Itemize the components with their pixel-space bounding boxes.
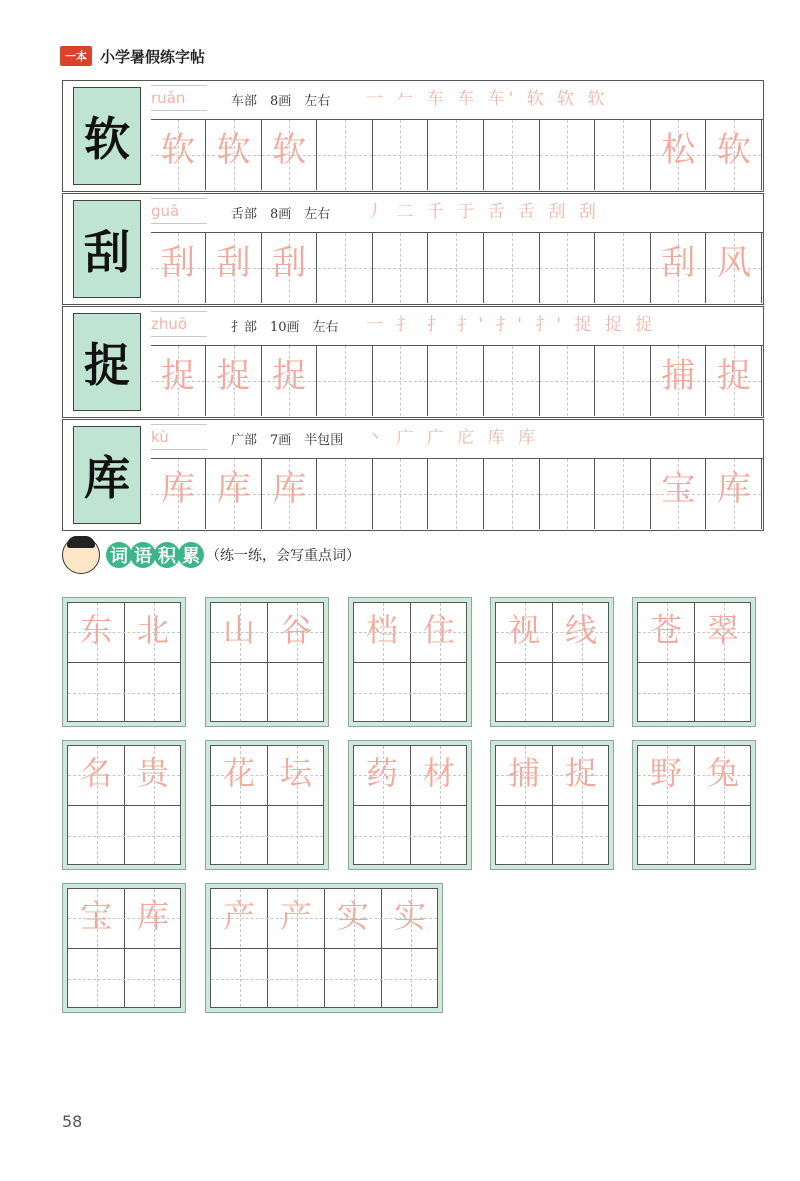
section-heading bbox=[62, 536, 360, 574]
model-char: 刮 bbox=[84, 225, 130, 279]
trace-char: 宝 bbox=[661, 469, 696, 509]
word-box bbox=[62, 740, 186, 870]
writing-cell[interactable] bbox=[429, 459, 484, 529]
word-box bbox=[490, 740, 614, 870]
trace-char: 捉 bbox=[161, 356, 195, 396]
word-box bbox=[205, 740, 329, 870]
writing-cell[interactable] bbox=[151, 120, 206, 190]
word-box bbox=[62, 883, 186, 1013]
writing-cell[interactable] bbox=[485, 346, 540, 416]
char-row bbox=[62, 306, 764, 418]
writing-cell[interactable] bbox=[429, 120, 484, 190]
word-trace-char: 线 bbox=[564, 611, 597, 649]
writing-cell[interactable] bbox=[651, 346, 706, 416]
writing-cell[interactable] bbox=[651, 233, 706, 303]
writing-cell[interactable] bbox=[540, 459, 595, 529]
word-box bbox=[205, 597, 329, 727]
char-info-line bbox=[151, 307, 763, 345]
word-box bbox=[205, 883, 443, 1013]
char-info-line bbox=[151, 194, 763, 232]
word-trace-char: 山 bbox=[222, 611, 255, 649]
trace-char: 库 bbox=[216, 469, 251, 509]
trace-char: 软 bbox=[161, 130, 195, 170]
char-info-line bbox=[151, 420, 763, 458]
writing-grid bbox=[151, 232, 763, 303]
writing-cell[interactable] bbox=[373, 459, 428, 529]
word-trace-char: 名 bbox=[79, 754, 112, 792]
word-box bbox=[632, 597, 756, 727]
writing-cell[interactable] bbox=[207, 459, 262, 529]
trace-char: 捕 bbox=[661, 356, 696, 396]
writing-cell[interactable] bbox=[318, 459, 373, 529]
writing-cell[interactable] bbox=[262, 233, 317, 303]
trace-char: 软 bbox=[216, 130, 251, 170]
word-trace-char: 实 bbox=[393, 897, 426, 935]
trace-char: 捉 bbox=[216, 356, 251, 396]
stroke-order: 丶 广 广 庀 库 库 bbox=[366, 428, 540, 448]
word-trace-char: 野 bbox=[649, 754, 682, 792]
word-trace-char: 档 bbox=[365, 611, 398, 649]
writing-cell[interactable] bbox=[373, 346, 428, 416]
word-box bbox=[348, 740, 472, 870]
writing-cell[interactable] bbox=[596, 120, 651, 190]
word-trace-char: 捕 bbox=[507, 754, 540, 792]
word-trace-char: 翠 bbox=[706, 611, 739, 649]
radical-stroke-info: 车部 8画 左右 bbox=[231, 94, 331, 109]
trace-char: 捉 bbox=[272, 356, 307, 396]
trace-char: 库 bbox=[717, 469, 751, 509]
word-trace-char: 捉 bbox=[564, 754, 597, 792]
writing-cell[interactable] bbox=[596, 459, 651, 529]
writing-cell[interactable] bbox=[707, 120, 762, 190]
writing-cell[interactable] bbox=[151, 346, 206, 416]
trace-char: 软 bbox=[717, 130, 751, 170]
word-trace-char: 视 bbox=[507, 611, 540, 649]
char-row bbox=[62, 193, 764, 305]
writing-cell[interactable] bbox=[540, 120, 595, 190]
word-trace-char: 坛 bbox=[279, 754, 312, 792]
radical-stroke-info: 广部 7画 半包围 bbox=[231, 433, 344, 448]
model-char: 库 bbox=[84, 451, 130, 505]
pinyin: ruǎn bbox=[151, 85, 207, 111]
radical-stroke-info: 扌部 10画 左右 bbox=[231, 320, 339, 335]
word-box bbox=[348, 597, 472, 727]
word-trace-char: 兔 bbox=[706, 754, 739, 792]
word-trace-char: 东 bbox=[79, 611, 112, 649]
word-trace-char: 苍 bbox=[649, 611, 682, 649]
word-trace-char: 库 bbox=[136, 897, 169, 935]
writing-cell[interactable] bbox=[373, 120, 428, 190]
char-info-line bbox=[151, 81, 763, 119]
model-char-box bbox=[73, 313, 141, 411]
writing-grid bbox=[151, 119, 763, 190]
writing-grid bbox=[151, 458, 763, 529]
writing-cell[interactable] bbox=[429, 346, 484, 416]
model-char-box bbox=[73, 87, 141, 185]
word-trace-char: 产 bbox=[222, 897, 255, 935]
trace-char: 软 bbox=[272, 130, 307, 170]
thinking-boy-icon bbox=[62, 536, 100, 574]
pinyin: kù bbox=[151, 424, 207, 450]
word-trace-char: 实 bbox=[336, 897, 369, 935]
section-subtitle: （练一练，会写重点词） bbox=[206, 548, 360, 564]
writing-cell[interactable] bbox=[318, 233, 373, 303]
writing-cell[interactable] bbox=[707, 233, 762, 303]
model-char: 软 bbox=[84, 112, 130, 166]
writing-cell[interactable] bbox=[262, 459, 317, 529]
writing-cell[interactable] bbox=[318, 346, 373, 416]
section-title bbox=[106, 542, 202, 568]
writing-cell[interactable] bbox=[485, 120, 540, 190]
writing-cell[interactable] bbox=[262, 346, 317, 416]
writing-cell[interactable] bbox=[429, 233, 484, 303]
char-row bbox=[62, 419, 764, 531]
writing-cell[interactable] bbox=[707, 346, 762, 416]
trace-char: 刮 bbox=[161, 243, 195, 283]
page-header bbox=[60, 44, 205, 68]
section-title-char: 语 bbox=[130, 542, 156, 568]
writing-cell[interactable] bbox=[485, 459, 540, 529]
model-char: 捉 bbox=[84, 338, 130, 392]
model-char-box bbox=[73, 200, 141, 298]
page-number: 58 bbox=[62, 1112, 83, 1131]
writing-cell[interactable] bbox=[651, 459, 706, 529]
writing-cell[interactable] bbox=[207, 120, 262, 190]
writing-cell[interactable] bbox=[540, 346, 595, 416]
writing-cell[interactable] bbox=[485, 233, 540, 303]
writing-cell[interactable] bbox=[596, 233, 651, 303]
section-title-char: 累 bbox=[178, 542, 204, 568]
writing-cell[interactable] bbox=[207, 346, 262, 416]
word-box bbox=[632, 740, 756, 870]
stroke-order: 一 扌 扌 扌' 扌' 扌' 捉 捉 捉 bbox=[366, 315, 657, 335]
trace-char: 刮 bbox=[272, 243, 307, 283]
word-trace-char: 产 bbox=[279, 897, 312, 935]
char-row bbox=[62, 80, 764, 192]
book-title: 小学暑假练字帖 bbox=[100, 47, 206, 66]
trace-char: 捉 bbox=[717, 356, 751, 396]
brand-badge: 一本 bbox=[60, 46, 92, 66]
word-trace-char: 材 bbox=[422, 754, 455, 792]
word-box bbox=[62, 597, 186, 727]
word-trace-char: 北 bbox=[136, 611, 169, 649]
trace-char: 松 bbox=[661, 130, 696, 170]
section-title-char: 积 bbox=[154, 542, 180, 568]
trace-char: 刮 bbox=[216, 243, 251, 283]
writing-cell[interactable] bbox=[262, 120, 317, 190]
stroke-order: 一 𠂉 车 车 车' 软 软 软 bbox=[366, 89, 609, 109]
trace-char: 风 bbox=[717, 243, 751, 283]
writing-cell[interactable] bbox=[651, 120, 706, 190]
trace-char: 库 bbox=[272, 469, 307, 509]
word-trace-char: 花 bbox=[222, 754, 255, 792]
writing-cell[interactable] bbox=[373, 233, 428, 303]
word-trace-char: 宝 bbox=[79, 897, 112, 935]
writing-grid bbox=[151, 345, 763, 416]
writing-cell[interactable] bbox=[540, 233, 595, 303]
writing-cell[interactable] bbox=[596, 346, 651, 416]
word-trace-char: 谷 bbox=[279, 611, 312, 649]
word-box bbox=[490, 597, 614, 727]
word-trace-char: 住 bbox=[422, 611, 455, 649]
model-char-box bbox=[73, 426, 141, 524]
section-title-char: 词 bbox=[106, 542, 132, 568]
trace-char: 刮 bbox=[661, 243, 696, 283]
writing-cell[interactable] bbox=[707, 459, 762, 529]
writing-cell[interactable] bbox=[207, 233, 262, 303]
word-trace-char: 药 bbox=[365, 754, 398, 792]
trace-char: 库 bbox=[161, 469, 195, 509]
pinyin: guā bbox=[151, 198, 207, 224]
stroke-order: 丿 二 千 于 舌 舌 刮 刮 bbox=[366, 202, 600, 222]
radical-stroke-info: 舌部 8画 左右 bbox=[231, 207, 331, 222]
writing-cell[interactable] bbox=[151, 459, 206, 529]
writing-cell[interactable] bbox=[318, 120, 373, 190]
word-trace-char: 贵 bbox=[136, 754, 169, 792]
pinyin: zhuō bbox=[151, 311, 207, 337]
writing-cell[interactable] bbox=[151, 233, 206, 303]
